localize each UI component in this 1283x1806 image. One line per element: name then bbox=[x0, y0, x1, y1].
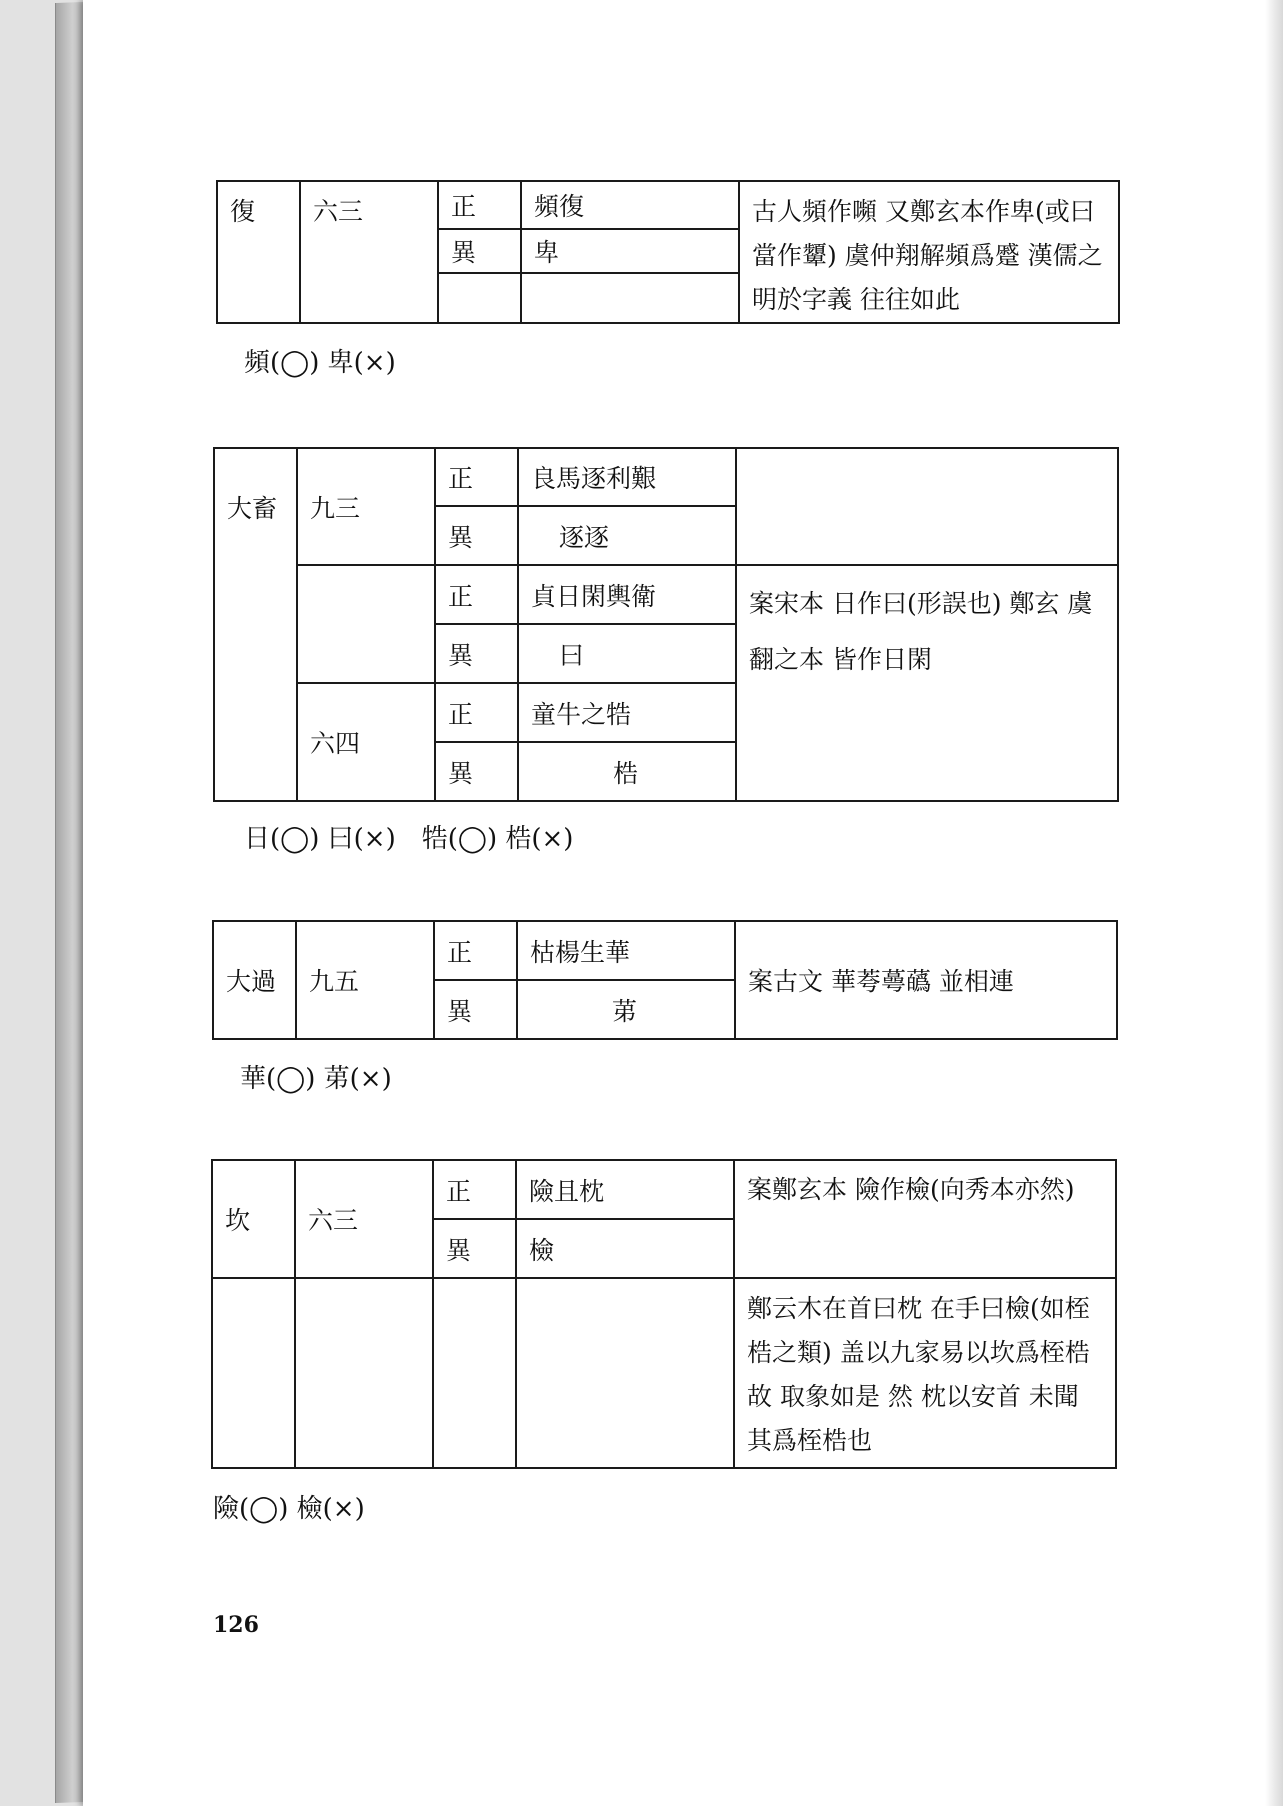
note-cell-empty bbox=[736, 448, 1118, 565]
text-cell: 頻復 bbox=[521, 181, 739, 229]
yao-cell: 六三 bbox=[300, 181, 438, 323]
yao-cell: 六四 bbox=[297, 683, 435, 801]
yao-cell: 九五 bbox=[296, 921, 434, 1039]
label-cell: 異 bbox=[433, 1219, 516, 1278]
table-daxu bbox=[213, 447, 1119, 802]
empty-cell bbox=[433, 1278, 516, 1468]
page-edge-shadow bbox=[1265, 0, 1283, 1806]
table-fu bbox=[216, 180, 1120, 324]
gua-cell: 大過 bbox=[213, 921, 296, 1039]
book-spine bbox=[55, 2, 86, 1803]
label-cell: 異 bbox=[435, 624, 518, 683]
text-cell: 曰 bbox=[518, 624, 736, 683]
label-cell: 異 bbox=[434, 980, 517, 1039]
table-daguo bbox=[212, 920, 1118, 1040]
summary-daguo: 華(◯) 苐(×) bbox=[240, 1064, 392, 1094]
yao-cell: 九三 bbox=[297, 448, 435, 565]
text-cell: 童牛之牿 bbox=[518, 683, 736, 742]
text-cell: 良馬逐利艱 bbox=[518, 448, 736, 506]
note-cell: 古人頻作嚬 又鄭玄本作卑(或曰當作顰) 虞仲翔解頻爲蹙 漢儒之明於字義 往往如此 bbox=[739, 181, 1119, 323]
gua-cell: 大畜 bbox=[214, 448, 297, 801]
yao-cell: 六三 bbox=[295, 1160, 433, 1278]
summary-daxu: 日(◯) 曰(×) 牿(◯) 梏(×) bbox=[244, 824, 574, 854]
text-cell: 枯楊生華 bbox=[517, 921, 735, 980]
note-cell: 案宋本 日作曰(形誤也) 鄭玄 虞翻之本 皆作日閑 bbox=[736, 565, 1118, 801]
gua-cell: 復 bbox=[217, 181, 300, 323]
empty-cell bbox=[212, 1278, 295, 1468]
note-cell: 案鄭玄本 險作檢(向秀本亦然) bbox=[734, 1160, 1116, 1278]
note-cell-2: 鄭云木在首曰枕 在手曰檢(如桎梏之類) 盖以九家易以坎爲桎梏 故 取象如是 然 枕以安首 未聞其爲桎梏也 bbox=[734, 1278, 1116, 1468]
note-cell: 案古文 華荂蕚蘤 並相連 bbox=[735, 921, 1117, 1039]
yao-cell bbox=[297, 565, 435, 683]
text-cell: 逐逐 bbox=[518, 506, 736, 565]
text-cell: 險且枕 bbox=[516, 1160, 734, 1219]
label-cell: 異 bbox=[435, 506, 518, 565]
text-cell: 梏 bbox=[518, 742, 736, 801]
label-cell: 異 bbox=[438, 229, 521, 273]
gua-cell: 坎 bbox=[212, 1160, 295, 1278]
text-cell: 卑 bbox=[521, 229, 739, 273]
label-cell: 正 bbox=[434, 921, 517, 980]
page-number: 126 bbox=[213, 1612, 259, 1638]
summary-kan: 險(◯) 檢(×) bbox=[213, 1494, 365, 1524]
label-cell: 正 bbox=[435, 448, 518, 506]
text-cell bbox=[521, 273, 739, 323]
label-cell bbox=[438, 273, 521, 323]
text-cell: 檢 bbox=[516, 1219, 734, 1278]
text-cell: 貞日閑輿衛 bbox=[518, 565, 736, 624]
summary-fu: 頻(◯) 卑(×) bbox=[244, 348, 396, 378]
label-cell: 正 bbox=[433, 1160, 516, 1219]
label-cell: 異 bbox=[435, 742, 518, 801]
text-cell: 苐 bbox=[517, 980, 735, 1039]
label-cell: 正 bbox=[435, 565, 518, 624]
table-kan bbox=[211, 1159, 1117, 1469]
empty-cell bbox=[516, 1278, 734, 1468]
label-cell: 正 bbox=[438, 181, 521, 229]
empty-cell bbox=[295, 1278, 433, 1468]
label-cell: 正 bbox=[435, 683, 518, 742]
